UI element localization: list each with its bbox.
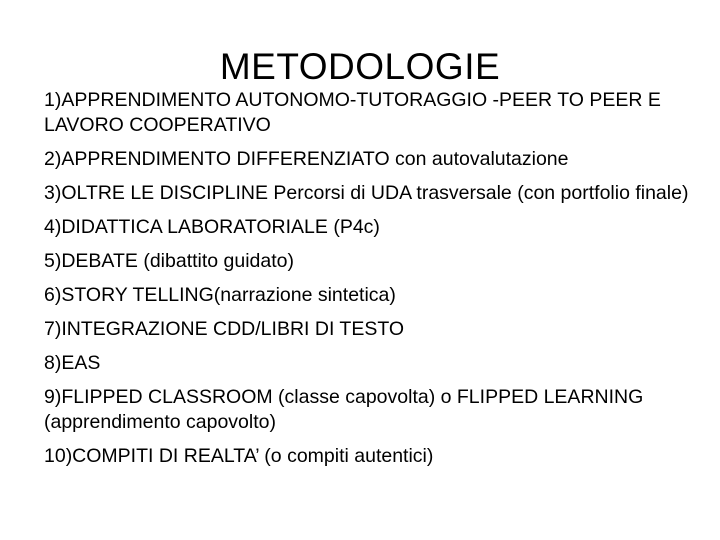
- list-item: 7)INTEGRAZIONE CDD/LIBRI DI TESTO: [44, 318, 405, 340]
- list-item: 4)DIDATTICA LABORATORIALE (P4c): [44, 216, 380, 238]
- list-item: 8)EAS: [44, 352, 101, 374]
- list-item: 1)APPRENDIMENTO AUTONOMO-TUTORAGGIO -PEER TO PEER E LAVORO COOPERATIVO: [44, 89, 661, 136]
- list-item: 3)OLTRE LE DISCIPLINE Percorsi di UDA trasversale (con portfolio finale): [44, 182, 689, 204]
- slide-title: METODOLOGIE: [219, 46, 501, 87]
- list-item: 2)APPRENDIMENTO DIFFERENZIATO con autovalutazione: [44, 148, 569, 170]
- list-item: 9)FLIPPED CLASSROOM (classe capovolta) o FLIPPED LEARNING (apprendimento capovolto): [44, 386, 644, 433]
- list-item: 10)COMPITI DI REALTA’ (o compiti autentici): [44, 445, 434, 467]
- list-item: 6)STORY TELLING(narrazione sintetica): [44, 284, 396, 306]
- list-item: 5)DEBATE (dibattito guidato): [44, 250, 295, 272]
- methodology-list: [44, 88, 694, 478]
